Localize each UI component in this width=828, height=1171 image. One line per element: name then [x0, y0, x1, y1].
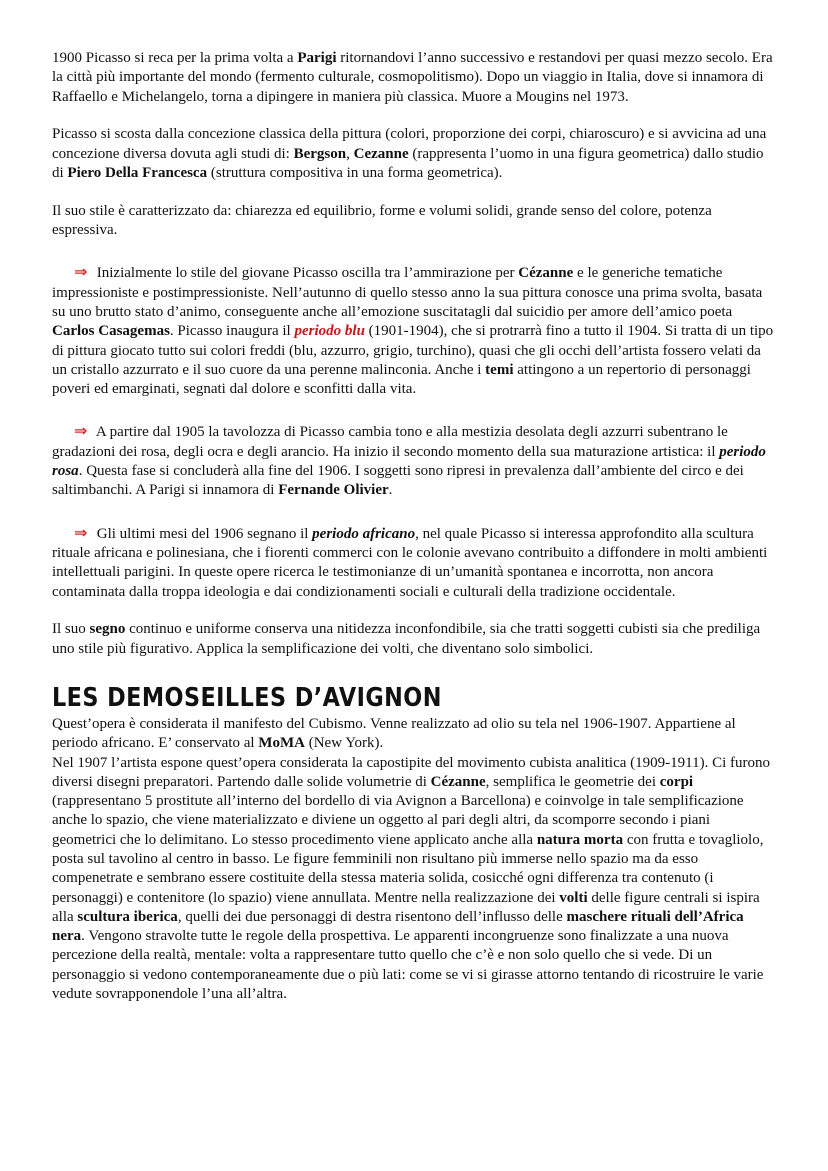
bold-term: Bergson — [293, 145, 347, 162]
section-heading: LES DEMOSEILLES D’AVIGNON — [52, 682, 442, 713]
bold-term: segno — [89, 621, 126, 638]
bold-term: Carlos Casagemas — [52, 323, 170, 340]
right-arrow-icon: ⇒ — [74, 522, 88, 542]
bold-term: Piero Della Francesca — [67, 164, 208, 181]
paragraph-style: Il suo stile è caratterizzato da: chiarezza ed equilibrio, forme e volumi solidi, grande senso del colore, potenza espressiva. — [52, 202, 712, 239]
bold-term: scultura iberica — [77, 908, 178, 925]
bold-italic-term: periodo rosa — [52, 443, 766, 480]
bold-term: MoMA — [258, 735, 305, 752]
bold-term: Cézanne — [518, 265, 574, 282]
bold-term: temi — [485, 361, 514, 378]
highlight-term: periodo blu — [294, 323, 365, 340]
paragraph-rose-period: ⇒ A partire dal 1905 la tavolozza di Picasso cambia tono e alla mestizia desolata degli azzurri subentrano le gradazioni dei rosa, degli ocra e degli arancio. Ha inizio il secondo momento della sua maturazione artistica: il periodo rosa. Questa fase si concluderà alla fine del 1906. I soggetti sono ripresi in prevalenza dall’ambiente del circo e dei saltimbanchi. A Parigi si innamora di Fernande Olivier. — [52, 421, 766, 499]
bold-term: maschere rituali dell’Africa nera — [52, 908, 744, 945]
paragraph-blue-period: ⇒ Inizialmente lo stile del giovane Picasso oscilla tra l’ammirazione per Cézanne e le generiche tematiche impressioniste e postimpressioniste. Nell’autunno di quello stesso anno la sua pittura conosce una prima svolta, basata su uno brutto stato d’animo, conseguente anche all’emozione suscitatagli dal suicidio per amore dell’amico poeta Carlos Casagemas. Picasso inaugura il periodo blu (1901-1904), che si protrarrà fino a tutto il 1904. Si tratta di un tipo di pittura giocato tutto sui colori freddi (blu, azzurro, grigio, turchino), quasi che gli occhi dell’artista fossero velati da un cristallo azzurrato e il suo cuore da una perenne malinconia. Anche i temi attingono a un repertorio di personaggi poveri ed emarginati, segnati dal dolore e sconfitti dalla vita. — [52, 262, 774, 398]
paragraph-african-period: ⇒ Gli ultimi mesi del 1906 segnano il periodo africano, nel quale Picasso si interessa approfondito alla scultura rituale africana e polinesiana, che i fiorenti commerci con le colonie avevano contribuito a diffondere in molti ambienti intellettuali parigini. In queste opere ricerca le testimonianze di un’umanità spontanea e incorrotta, non ancora contaminata dalla troppa ideologia e dai condizionamenti sociali e culturali della tradizione occidentale. — [52, 522, 768, 600]
bold-term: Cézanne — [430, 773, 486, 790]
bold-term: Parigi — [297, 50, 337, 66]
paragraph-paris: 1900 Picasso si reca per la prima volta a Parigi ritornandovi l’anno successivo e restandovi per quasi mezzo secolo. Era la città più importante del mondo (fermento culturale, cosmopolitismo). Dopo un viaggio in Italia, dove si innamora di Raffaello e Michelangelo, torna a dipingere in maniera più classica. Muore a Mougins nel 1973. — [52, 50, 773, 105]
paragraph-analysis: Nel 1907 l’artista espone quest’opera considerata la capostipite del movimento cubista analitica (1909-1911). Ci furono diversi disegni preparatori. Partendo dalle solide volumetrie di Cézanne, semplifica le geometrie dei corpi (rappresentano 5 prostitute all’interno del bordello di via Avignon a Barcellona) e coinvolge in tale semplificazione anche lo spazio, che viene materializzato e diviene un oggetto al pari degli altri, da scomporre secondo i piani geometrici che lo delimitano. Lo stesso procedimento viene applicato anche alla natura morta con frutta e tovagliolo, posta sul tavolino al centro in basso. Le figure femminili non risultano più immerse nello spazio ma da esso compenetrate e sembrano essere costituite della stessa materia solida, cosicché ogni differenza tra contenuto (i personaggi) e contenitore (lo spazio) viene annullata. Mentre nella realizzazione dei volti delle figure centrali si ispira alla scultura iberica, quelli dei due personaggi di destra risentono dell’influsso delle maschere rituali dell’Africa nera. Vengono stravolte tutte le regole della prospettiva. Le apparenti incongruenze sono finalizzate a una nuova percezione della realtà, mentale: volta a rappresentare tutto quello che c’è e non solo quello che si vede. Di un personaggio si vedono contemporaneamente due o più lati: come se vi si girasse attorno tentando di ricostruire le varie vedute sovrapponendole l’una all’altra. — [52, 754, 770, 1003]
bold-term: volti — [559, 889, 588, 906]
right-arrow-icon: ⇒ — [74, 421, 88, 441]
bold-italic-term: periodo africano — [312, 525, 416, 542]
paragraph-sign: Il suo segno continuo e uniforme conserva una nitidezza inconfondibile, sia che tratti soggetti cubisti sia che prediliga uno stile più figurativo. Applica la semplificazione dei volti, che diventano solo simbolici. — [52, 621, 761, 657]
right-arrow-icon: ⇒ — [74, 262, 88, 282]
bold-term: Fernande Olivier — [278, 482, 389, 499]
bold-term: natura morta — [536, 831, 624, 848]
paragraph-manifesto: Quest’opera è considerata il manifesto del Cubismo. Venne realizzato ad olio su tela nel 1906-1907. Appartiene al periodo africano. E’ conservato al MoMA (New York). — [52, 715, 736, 752]
paragraph-influences: Picasso si scosta dalla concezione classica della pittura (colori, proporzione dei corpi, chiaroscuro) e si avvicina ad una concezione diversa dovuta agli studi di: Bergson, Cezanne (rappresenta l’uomo in una figura geometrica) dallo studio di Piero Della Francesca (struttura compositiva in una forma geometrica). — [52, 126, 767, 181]
bold-term: corpi — [659, 773, 694, 790]
bold-term: Cezanne — [353, 145, 409, 162]
